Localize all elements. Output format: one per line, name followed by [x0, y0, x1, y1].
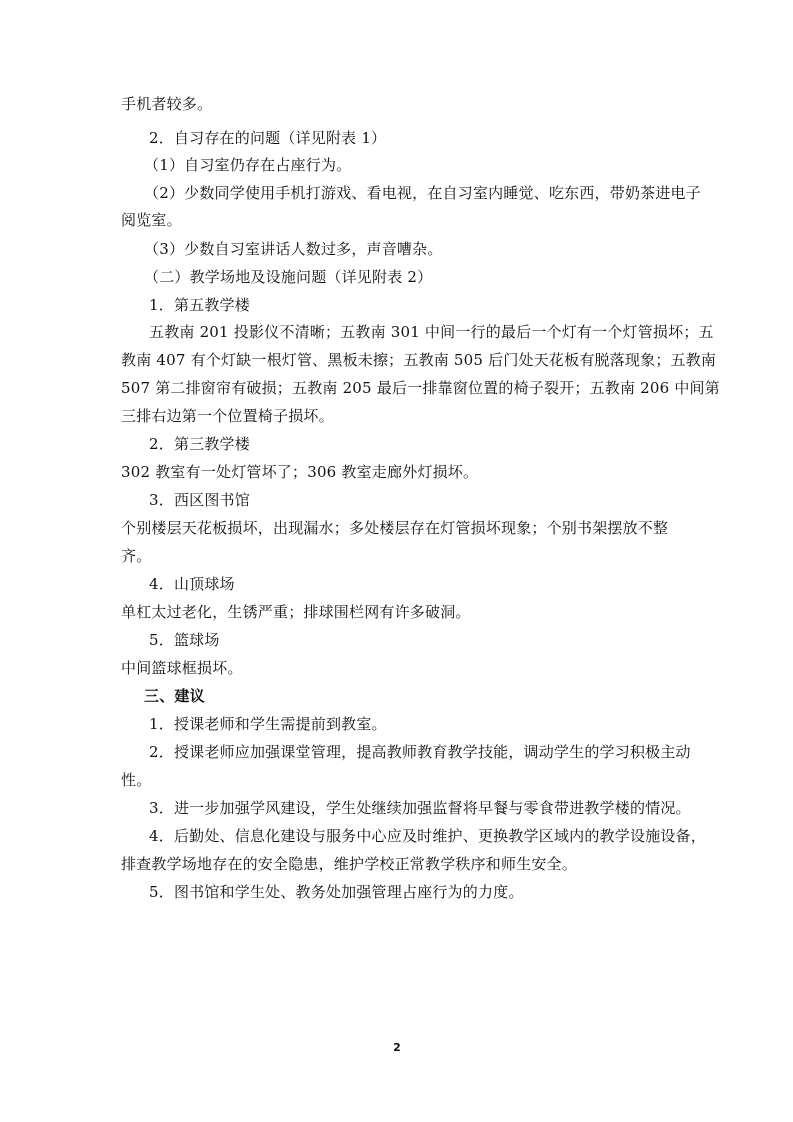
text-line: 5．图书馆和学生处、教务处加强管理占座行为的力度。	[149, 883, 524, 901]
text-line: 三排右边第一个位置椅子损坏。	[121, 407, 334, 425]
text-line: 教南 407 有个灯缺一根灯管、黑板未擦；五教南 505 后门处天花板有脱落现象；五教南	[121, 351, 717, 369]
text-line: 齐。	[121, 547, 152, 565]
text-line: 1．授课老师和学生需提前到教室。	[149, 715, 387, 733]
text-line: 手机者较多。	[121, 95, 213, 113]
text-line: 3．进一步加强学风建设，学生处继续加强监督将早餐与零食带进教学楼的情况。	[149, 799, 691, 817]
section-heading: 4．山顶球场	[149, 575, 235, 593]
section-heading-bold: 三、建议	[144, 687, 205, 705]
section-heading: 5．篮球场	[149, 631, 220, 649]
text-line: 性。	[121, 771, 152, 789]
section-heading: 3．西区图书馆	[149, 491, 250, 509]
text-line: 507 第二排窗帘有破损；五教南 205 最后一排靠窗位置的椅子裂开；五教南 206 中间第	[121, 379, 720, 397]
section-heading: 1．第五教学楼	[149, 296, 250, 314]
text-line: 单杠太过老化，生锈严重；排球围栏网有许多破洞。	[121, 603, 471, 621]
text-line: （3）少数自习室讲话人数过多，声音嘈杂。	[144, 240, 443, 258]
section-heading: 2．自习存在的问题（详见附表 1）	[149, 129, 387, 147]
text-line: 2．授课老师应加强课堂管理，提高教师教育教学技能，调动学生的学习积极主动	[149, 743, 691, 761]
text-line: 4．后勤处、信息化建设与服务中心应及时维护、更换教学区域内的教学设施设备，	[149, 827, 706, 845]
page-number: 2	[393, 1041, 401, 1054]
section-heading: 2．第三教学楼	[149, 435, 250, 453]
text-line: 个别楼层天花板损坏，出现漏水；多处楼层存在灯管损坏现象；个别书架摆放不整	[121, 519, 669, 537]
text-line: 阅览室。	[121, 211, 182, 229]
text-line: （2）少数同学使用手机打游戏、看电视，在自习室内睡觉、吃东西，带奶茶进电子	[144, 184, 701, 202]
text-line: 五教南 201 投影仪不清晰；五教南 301 中间一行的最后一个灯有一个灯管损坏；五	[149, 323, 714, 341]
text-line: 排查教学场地存在的安全隐患，维护学校正常教学秩序和师生安全。	[121, 855, 578, 873]
text-line: 302 教室有一处灯管坏了；306 教室走廊外灯损坏。	[121, 463, 479, 481]
text-line: （1）自习室仍存在占座行为。	[144, 156, 352, 174]
section-heading: （二）教学场地及设施问题（详见附表 2）	[144, 268, 433, 286]
text-line: 中间篮球框损坏。	[121, 659, 243, 677]
